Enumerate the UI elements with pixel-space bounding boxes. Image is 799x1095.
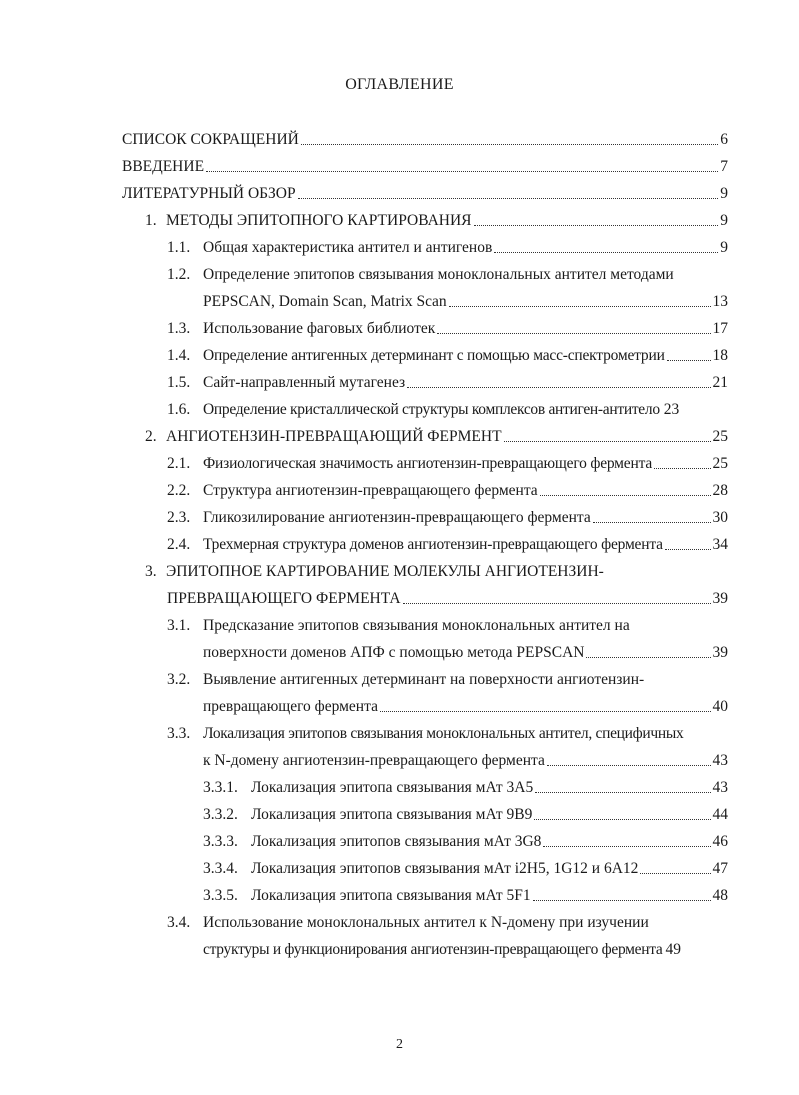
toc-entry-text-continued: превращающего фермента bbox=[203, 698, 378, 715]
toc-leader-dots bbox=[206, 170, 718, 172]
toc-leader-dots bbox=[547, 764, 711, 766]
toc-entry-page: 49 bbox=[665, 941, 681, 958]
toc-entry-page: 40 bbox=[712, 698, 728, 715]
toc-entry-text: Общая характеристика антител и антигенов bbox=[203, 239, 493, 256]
toc-entry-number: 3. bbox=[145, 563, 157, 580]
toc-entry-number: 3.3. bbox=[167, 725, 191, 742]
toc-entry-text: Локализация эпитопа связывания мАт 5F1 bbox=[251, 887, 531, 904]
toc-entry-page: 44 bbox=[712, 806, 728, 823]
toc-entry-1-3[interactable] bbox=[167, 319, 728, 339]
toc-entry-1-6[interactable] bbox=[167, 400, 728, 420]
toc-entry-number: 1.5. bbox=[167, 374, 191, 391]
toc-entry-number: 2.2. bbox=[167, 482, 191, 499]
toc-entry-3-3-cont[interactable] bbox=[203, 751, 728, 771]
toc-entry-text: Локализация эпитопов связывания моноклональных антител, специфичных bbox=[203, 725, 684, 742]
toc-leader-dots bbox=[586, 656, 710, 658]
toc-entry-page: 39 bbox=[712, 590, 728, 607]
toc-entry-text: Локализация эпитопов связывания мАт i2H5, 1G12 и 6А12 bbox=[251, 860, 639, 877]
toc-entry-page: 28 bbox=[712, 482, 728, 499]
toc-entry-text: Гликозилирование ангиотензин-превращающего фермента bbox=[203, 509, 591, 526]
toc-entry-text: Локализация эпитопа связывания мАт 9В9 bbox=[251, 806, 533, 823]
toc-leader-dots bbox=[654, 467, 710, 469]
toc-entry-text: Определение эпитопов связывания моноклональных антител методами bbox=[203, 266, 674, 283]
toc-entry-page: 25 bbox=[712, 455, 728, 472]
toc-entry-3-2[interactable] bbox=[167, 670, 728, 690]
toc-entry-text: Физиологическая значимость ангиотензин-превращающего фермента bbox=[203, 455, 653, 472]
toc-entry-page: 17 bbox=[712, 320, 728, 337]
toc-entry-number: 1.1. bbox=[167, 239, 191, 256]
toc-entry-number: 3.1. bbox=[167, 617, 191, 634]
toc-leader-dots bbox=[543, 845, 710, 847]
toc-entry-text: ЭПИТОПНОЕ КАРТИРОВАНИЕ МОЛЕКУЛЫ АНГИОТЕНЗИН- bbox=[166, 563, 604, 580]
toc-entry-literature-review[interactable] bbox=[122, 184, 728, 204]
toc-leader-dots bbox=[593, 521, 711, 523]
toc-entry-3-4[interactable] bbox=[167, 913, 728, 933]
toc-entry-page: 34 bbox=[712, 536, 728, 553]
toc-entry-page: 43 bbox=[712, 779, 728, 796]
toc-entry-page: 43 bbox=[712, 752, 728, 769]
toc-entry-1-5[interactable] bbox=[167, 373, 728, 393]
toc-entry-text: СПИСОК СОКРАЩЕНИЙ bbox=[122, 131, 299, 148]
toc-entry-page: 9 bbox=[720, 239, 728, 256]
toc-entry-number: 3.4. bbox=[167, 914, 191, 931]
toc-entry-number: 2. bbox=[145, 428, 157, 445]
toc-entry-text: Сайт-направленный мутагенез bbox=[203, 374, 406, 391]
toc-entry-number: 3.3.2. bbox=[203, 806, 238, 823]
toc-leader-dots bbox=[301, 143, 718, 145]
toc-entry-text: Структура ангиотензин-превращающего фермента bbox=[203, 482, 538, 499]
toc-entry-page: 18 bbox=[712, 347, 728, 364]
toc-leader-dots bbox=[407, 386, 710, 388]
toc-entry-2-1[interactable] bbox=[167, 454, 728, 474]
toc-entry-number: 2.4. bbox=[167, 536, 191, 553]
toc-entry-page: 9 bbox=[720, 212, 728, 229]
toc-entry-text-continued: ПРЕВРАЩАЮЩЕГО ФЕРМЕНТА bbox=[167, 590, 401, 607]
toc-entry-page: 23 bbox=[663, 401, 680, 418]
toc-entry-number: 1.3. bbox=[167, 320, 191, 337]
toc-entry-number: 1.6. bbox=[167, 401, 191, 418]
toc-entry-page: 21 bbox=[712, 374, 728, 391]
toc-entry-number: 3.3.4. bbox=[203, 860, 238, 877]
toc-entry-text-continued: поверхности доменов АПФ с помощью метода PEPSCAN bbox=[203, 644, 585, 661]
toc-leader-dots bbox=[533, 899, 711, 901]
toc-entry-3-1-cont[interactable] bbox=[203, 643, 728, 663]
toc-entry-3-3-1[interactable] bbox=[203, 778, 728, 798]
toc-entry-page: 30 bbox=[712, 509, 728, 526]
toc-entry-3-3-2[interactable] bbox=[203, 805, 728, 825]
toc-entry-3-1[interactable] bbox=[167, 616, 728, 636]
toc-leader-dots bbox=[403, 602, 711, 604]
toc-entry-2-2[interactable] bbox=[167, 481, 728, 501]
toc-entry-page: 13 bbox=[712, 293, 728, 310]
toc-entry-number: 3.3.1. bbox=[203, 779, 238, 796]
toc-entry-1-4[interactable] bbox=[167, 346, 728, 366]
toc-entry-text: Использование моноклональных антител к N-домену при изучении bbox=[203, 914, 649, 931]
toc-entry-3-3-5[interactable] bbox=[203, 886, 728, 906]
toc-entry-page: 47 bbox=[712, 860, 728, 877]
toc-entry-page: 46 bbox=[712, 833, 728, 850]
page-title: ОГЛАВЛЕНИЕ bbox=[345, 76, 454, 93]
toc-entry-text-continued: структуры и функционирования ангиотензин-превращающего фермента bbox=[203, 941, 663, 958]
toc-entry-page: 7 bbox=[720, 158, 728, 175]
toc-leader-dots bbox=[640, 872, 710, 874]
toc-entry-1-1[interactable] bbox=[167, 238, 728, 258]
toc-entry-3-3[interactable] bbox=[167, 724, 728, 744]
toc-entry-abbreviations[interactable] bbox=[122, 130, 728, 150]
toc-entry-number: 3.3.5. bbox=[203, 887, 238, 904]
toc-entry-introduction[interactable] bbox=[122, 157, 728, 177]
toc-entry-2-4[interactable] bbox=[167, 535, 728, 555]
toc-leader-dots bbox=[534, 818, 710, 820]
toc-entry-number: 1.2. bbox=[167, 266, 191, 283]
toc-entry-3-4-cont[interactable] bbox=[203, 940, 728, 960]
toc-entry-page: 48 bbox=[712, 887, 728, 904]
toc-entry-number: 1. bbox=[145, 212, 157, 229]
toc-entry-number: 3.2. bbox=[167, 671, 191, 688]
toc-entry-1-2-cont[interactable] bbox=[203, 292, 728, 312]
page-number: 2 bbox=[396, 1037, 403, 1052]
toc-entry-text: Определение антигенных детерминант с помощью масс-спектрометрии bbox=[203, 347, 665, 364]
toc-entry-text-continued: к N-домену ангиотензин-превращающего фермента bbox=[203, 752, 545, 769]
toc-leader-dots bbox=[535, 791, 710, 793]
toc-leader-dots bbox=[380, 710, 711, 712]
toc-entry-3-3-4[interactable] bbox=[203, 859, 728, 879]
toc-entry-text: Локализация эпитопа связывания мАт 3А5 bbox=[251, 779, 534, 796]
toc-entry-page: 9 bbox=[720, 185, 728, 202]
toc-entry-page: 25 bbox=[712, 428, 728, 445]
toc-entry-text: Предсказание эпитопов связывания моноклональных антител на bbox=[203, 617, 630, 634]
toc-entry-text-continued: PEPSCAN, Domain Scan, Matrix Scan bbox=[203, 293, 447, 310]
toc-entry-text: ВВЕДЕНИЕ bbox=[122, 158, 205, 175]
toc-entry-section-2[interactable] bbox=[145, 427, 728, 447]
toc-entry-text: Определение кристаллической структуры комплексов антиген-антитело bbox=[203, 401, 660, 418]
toc-entry-section-3-cont[interactable] bbox=[167, 589, 728, 609]
toc-entry-section-1[interactable] bbox=[145, 211, 728, 231]
toc-leader-dots bbox=[667, 359, 711, 361]
toc-entry-text: Использование фаговых библиотек bbox=[203, 320, 436, 337]
toc-entry-text: МЕТОДЫ ЭПИТОПНОГО КАРТИРОВАНИЯ bbox=[166, 212, 472, 229]
toc-entry-section-3[interactable] bbox=[145, 562, 728, 582]
toc-entry-text: АНГИОТЕНЗИН-ПРЕВРАЩАЮЩИЙ ФЕРМЕНТ bbox=[166, 428, 502, 445]
toc-entry-3-3-3[interactable] bbox=[203, 832, 728, 852]
toc-leader-dots bbox=[504, 440, 711, 442]
toc-leader-dots bbox=[449, 305, 711, 307]
toc-leader-dots bbox=[298, 197, 719, 199]
toc-entry-text: Трехмерная структура доменов ангиотензин-превращающего фермента bbox=[203, 536, 663, 553]
toc-entry-page: 6 bbox=[720, 131, 728, 148]
toc-entry-2-3[interactable] bbox=[167, 508, 728, 528]
toc-entry-page: 39 bbox=[712, 644, 728, 661]
toc-leader-dots bbox=[540, 494, 711, 496]
toc-entry-number: 2.3. bbox=[167, 509, 191, 526]
toc-entry-text: Локализация эпитопов связывания мАт 3G8 bbox=[251, 833, 542, 850]
toc-leader-dots bbox=[665, 548, 711, 550]
toc-leader-dots bbox=[437, 332, 710, 334]
toc-entry-text: Выявление антигенных детерминант на поверхности ангиотензин- bbox=[203, 671, 645, 688]
toc-leader-dots bbox=[494, 251, 718, 253]
toc-entry-number: 1.4. bbox=[167, 347, 191, 364]
toc-entry-1-2[interactable] bbox=[167, 265, 728, 285]
toc-leader-dots bbox=[474, 224, 719, 226]
toc-entry-number: 3.3.3. bbox=[203, 833, 238, 850]
toc-entry-3-2-cont[interactable] bbox=[203, 697, 728, 717]
toc-entry-number: 2.1. bbox=[167, 455, 191, 472]
toc-entry-text: ЛИТЕРАТУРНЫЙ ОБЗОР bbox=[122, 185, 296, 202]
